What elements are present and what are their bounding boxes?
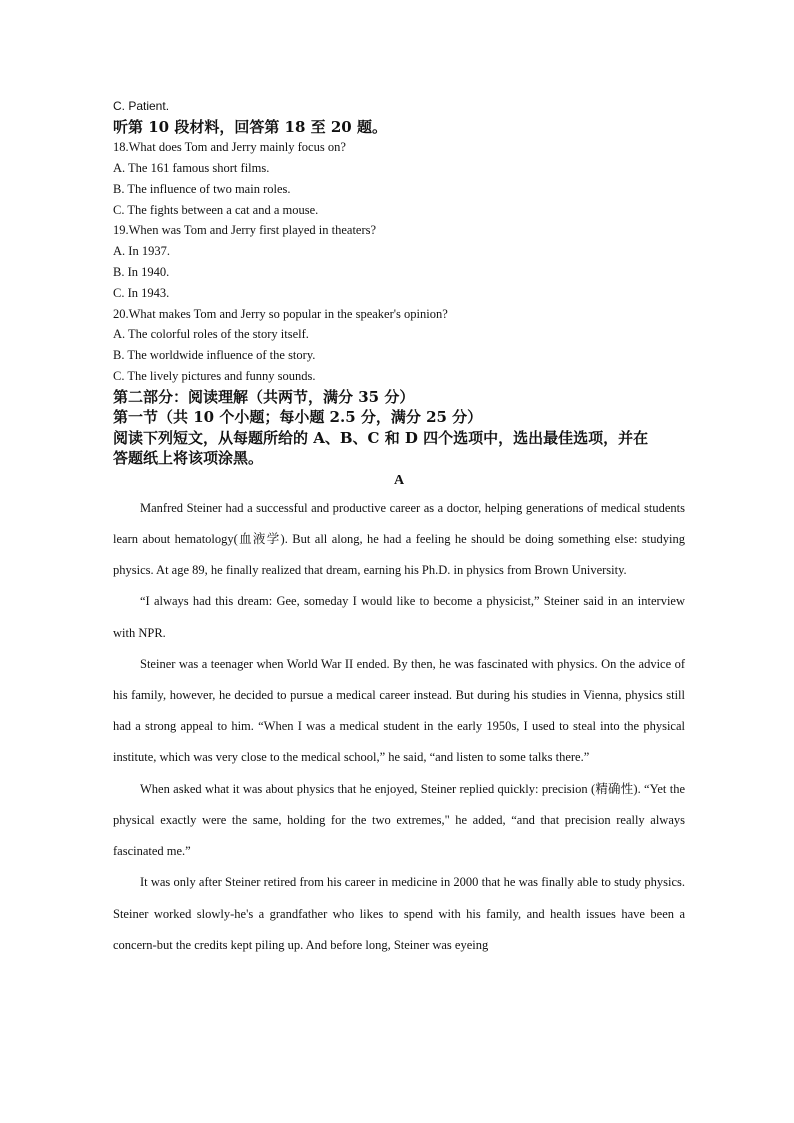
reading-instruction-line1: 阅读下列短文，从每题所给的 A、B、C 和 D 四个选项中，选出最佳选项，并在 bbox=[113, 428, 649, 447]
passage-paragraph-4: When asked what it was about physics that he enjoyed, Steiner replied quickly: precision (精确性). “Yet the physical exactly were the same, holding for the two extremes," he added, “and that precision really always fascinated me.” bbox=[113, 781, 685, 859]
option-c: C. In 1943. bbox=[113, 285, 170, 300]
option-c: C. The fights between a cat and a mouse. bbox=[113, 202, 319, 217]
passage-label: A bbox=[393, 472, 405, 488]
question-stem: 19.When was Tom and Jerry first played in theaters? bbox=[113, 223, 377, 238]
option-b: B. The influence of two main roles. bbox=[113, 181, 291, 196]
passage-paragraph-5: It was only after Steiner retired from his career in medicine in 2000 that he was finally able to study physics. Steiner worked slowly-he's a grandfather who likes to spend with his family, and health issues have been a concern-but the credits kept piling up. And before long, Steiner was eyeing bbox=[113, 875, 685, 952]
option-b: B. In 1940. bbox=[113, 265, 170, 280]
option-c: C. The lively pictures and funny sounds. bbox=[113, 369, 316, 384]
question-19 bbox=[113, 220, 685, 303]
option-a: A. The colorful roles of the story itself. bbox=[113, 327, 309, 342]
reading-section-heading: 第一节（共 10 个小题；每小题 2.5 分，满分 25 分） bbox=[113, 408, 483, 427]
reading-instruction-line2: 答题纸上将该项涂黑。 bbox=[113, 449, 264, 468]
passage-paragraph-3: Steiner was a teenager when World War II ended. By then, he was fascinated with physics. On the advice of his family, however, he decided to pursue a medical career instead. But during his studies in Vienna, physics still had a strong appeal to him. “When I was a medical student in the early 1950s, I used to steal into the physical institute, which was very close to the medical school,” he said, “and listen to some talks there.” bbox=[113, 656, 685, 765]
option-a: A. In 1937. bbox=[113, 244, 170, 259]
reading-part-heading: 第二部分：阅读理解（共两节，满分 35 分） bbox=[113, 387, 415, 406]
question-stem: 18.What does Tom and Jerry mainly focus on? bbox=[113, 140, 346, 155]
question-20 bbox=[113, 304, 685, 387]
passage-paragraph-1: Manfred Steiner had a successful and productive career as a doctor, helping generations of medical students learn about hematology(血液学). But all along, he had a feeling he should be doing something else: studying physics. At age 89, he finally realized that dream, earning his Ph.D. in physics from Brown University. bbox=[113, 500, 685, 578]
option-prev-c: C. Patient. bbox=[113, 99, 170, 113]
option-a: A. The 161 famous short films. bbox=[113, 161, 270, 176]
question-18 bbox=[113, 137, 685, 220]
document-page bbox=[113, 96, 685, 961]
passage-paragraph-2: “I always had this dream: Gee, someday I would like to become a physicist,” Steiner said in an interview with NPR. bbox=[113, 594, 685, 640]
listening-section-heading: 听第 10 段材料，回答第 18 至 20 题。 bbox=[113, 117, 387, 136]
question-stem: 20.What makes Tom and Jerry so popular in the speaker's opinion? bbox=[113, 306, 448, 321]
option-b: B. The worldwide influence of the story. bbox=[113, 348, 316, 363]
